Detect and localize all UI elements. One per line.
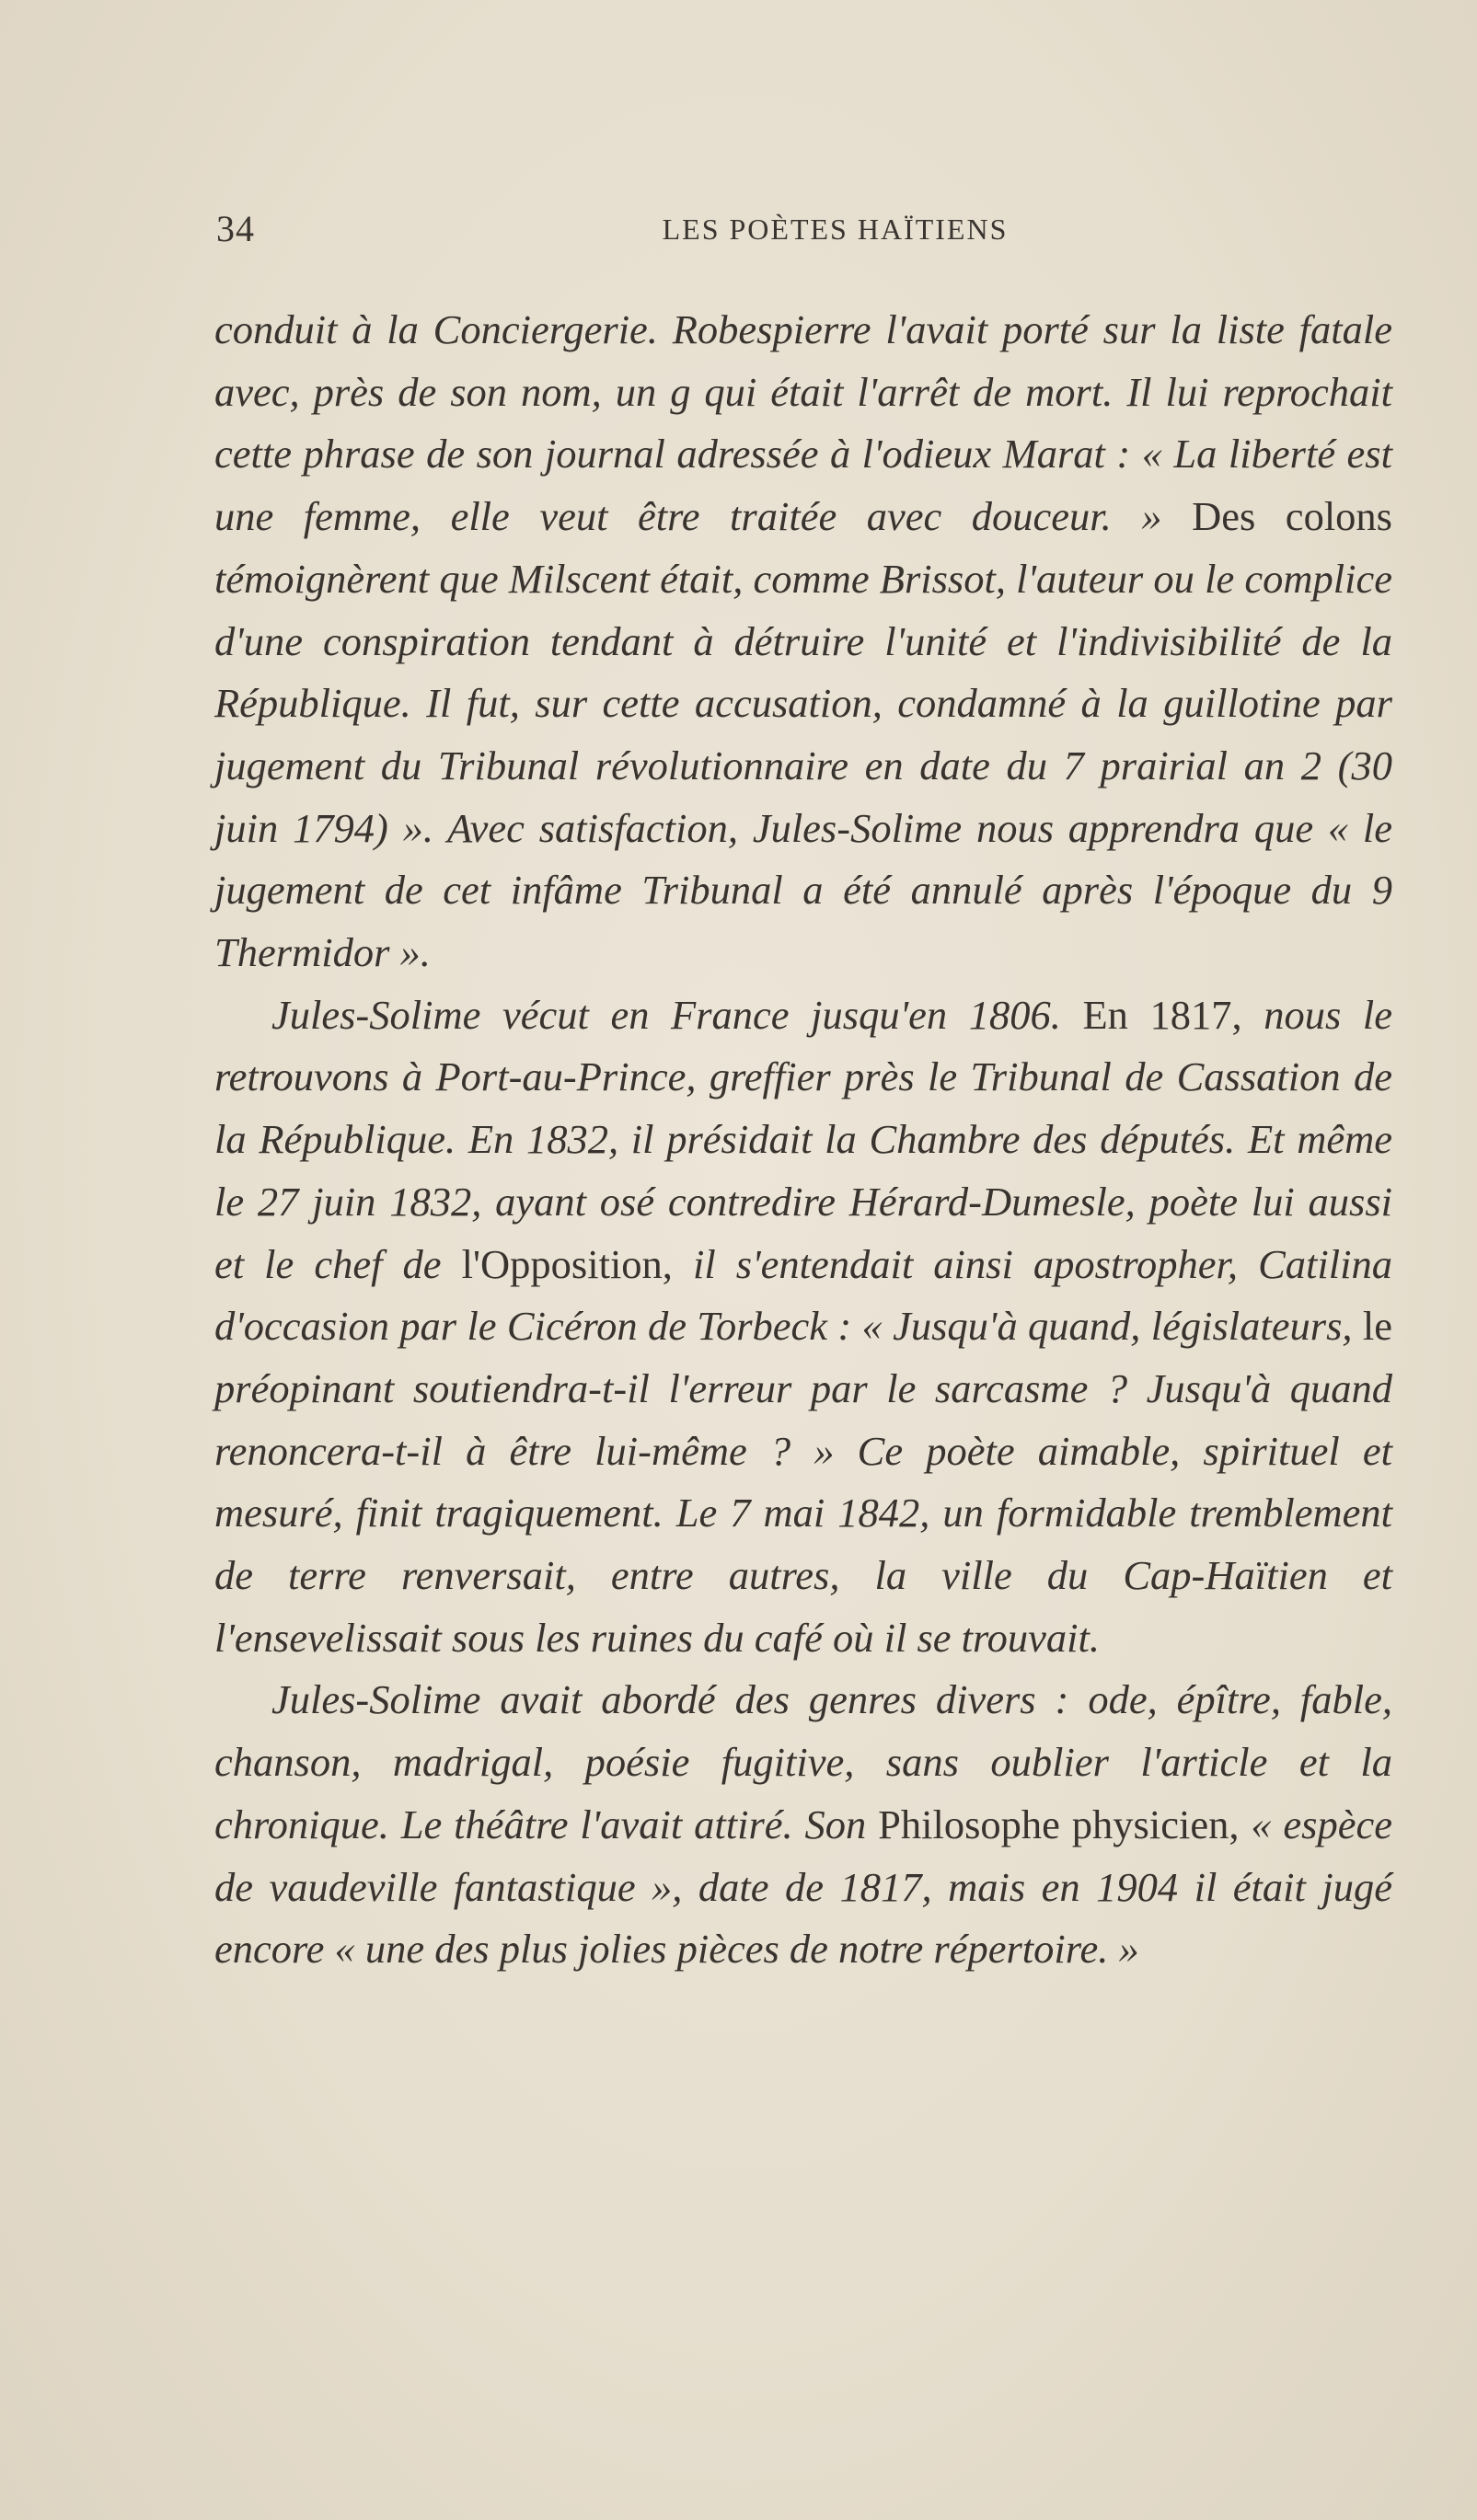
italic-text-run: témoignèrent que Milscent était, comme Brissot, l'auteur ou le complice d'une conspiration tendant à détruire l'unité et l'indivisibilité de la République. Il fut, sur cette accusation, condamné à la guillotine par jugement du Tribunal révolutionnaire en date du 7 prairial an 2 (30 juin 1794) ». Avec satisfaction, Jules-Solime nous apprendra que « le jugement de cet infâme Tribunal a été annulé après l'époque du 9 Thermidor ». — [214, 555, 1392, 976]
upright-text-run: Philosophe physicien, — [878, 1801, 1240, 1847]
italic-text-run: Jules-Solime avait abordé des genres divers : ode, épître, fable, chanson, madrigal, poésie fugitive, sans oublier l'article et la chronique. Le théâtre l'avait attiré. Son — [214, 1676, 1392, 1847]
upright-text-run: l'Opposition, — [461, 1240, 673, 1287]
italic-text-run: « espèce de vaudeville fantastique », date de 1817, mais en 1904 il était jugé encore « une des plus jolies pièces de notre répertoire. » — [214, 1801, 1392, 1973]
paragraph — [214, 984, 1392, 1670]
upright-text-run: le — [1362, 1303, 1392, 1350]
page-header — [216, 207, 1390, 262]
italic-text-run: il s'entendait ainsi apostropher, Catilina d'occasion par le Cicéron de Torbeck : « Jusqu'à quand, législateurs, — [214, 1240, 1392, 1350]
paragraph — [214, 1669, 1392, 1981]
body-text — [214, 299, 1392, 1981]
italic-text-run: préopinant soutiendra-t-il l'erreur par le sarcasme ? Jusqu'à quand renoncera-t-il à être lui-même ? » Ce poète aimable, spirituel et mesuré, finit tragiquement. Le 7 mai 1842, un formidable tremblement de terre renversait, entre autres, la ville du Cap-Haïtien et l'ensevelissait sous les ruines du café où il se trouvait. — [214, 1364, 1392, 1661]
upright-text-run: En 1817, — [1082, 991, 1242, 1038]
paragraph — [214, 299, 1392, 984]
running-title: LES POÈTES HAÏTIENS — [662, 213, 1009, 246]
italic-text-run: conduit à la Conciergerie. Robespierre l'avait porté sur la liste fatale avec, près de son nom, un g qui était l'arrêt de mort. Il lui reprochait cette phrase de son journal adressée à l'odieux Marat : « La liberté est une femme, elle veut être traitée avec douceur. » — [214, 306, 1392, 540]
page-number: 34 — [216, 208, 255, 249]
italic-text-run: Jules-Solime vécut en France jusqu'en 1806. — [271, 991, 1083, 1038]
upright-text-run: Des colons — [1192, 493, 1392, 540]
italic-text-run: nous le retrouvons à Port-au-Prince, greffier près le Tribunal de Cassation de la République. En 1832, il présidait la Chambre des députés. Et même le 27 juin 1832, ayant osé contredire Hérard-Dumesle, poète lui aussi et le chef de — [214, 991, 1393, 1287]
